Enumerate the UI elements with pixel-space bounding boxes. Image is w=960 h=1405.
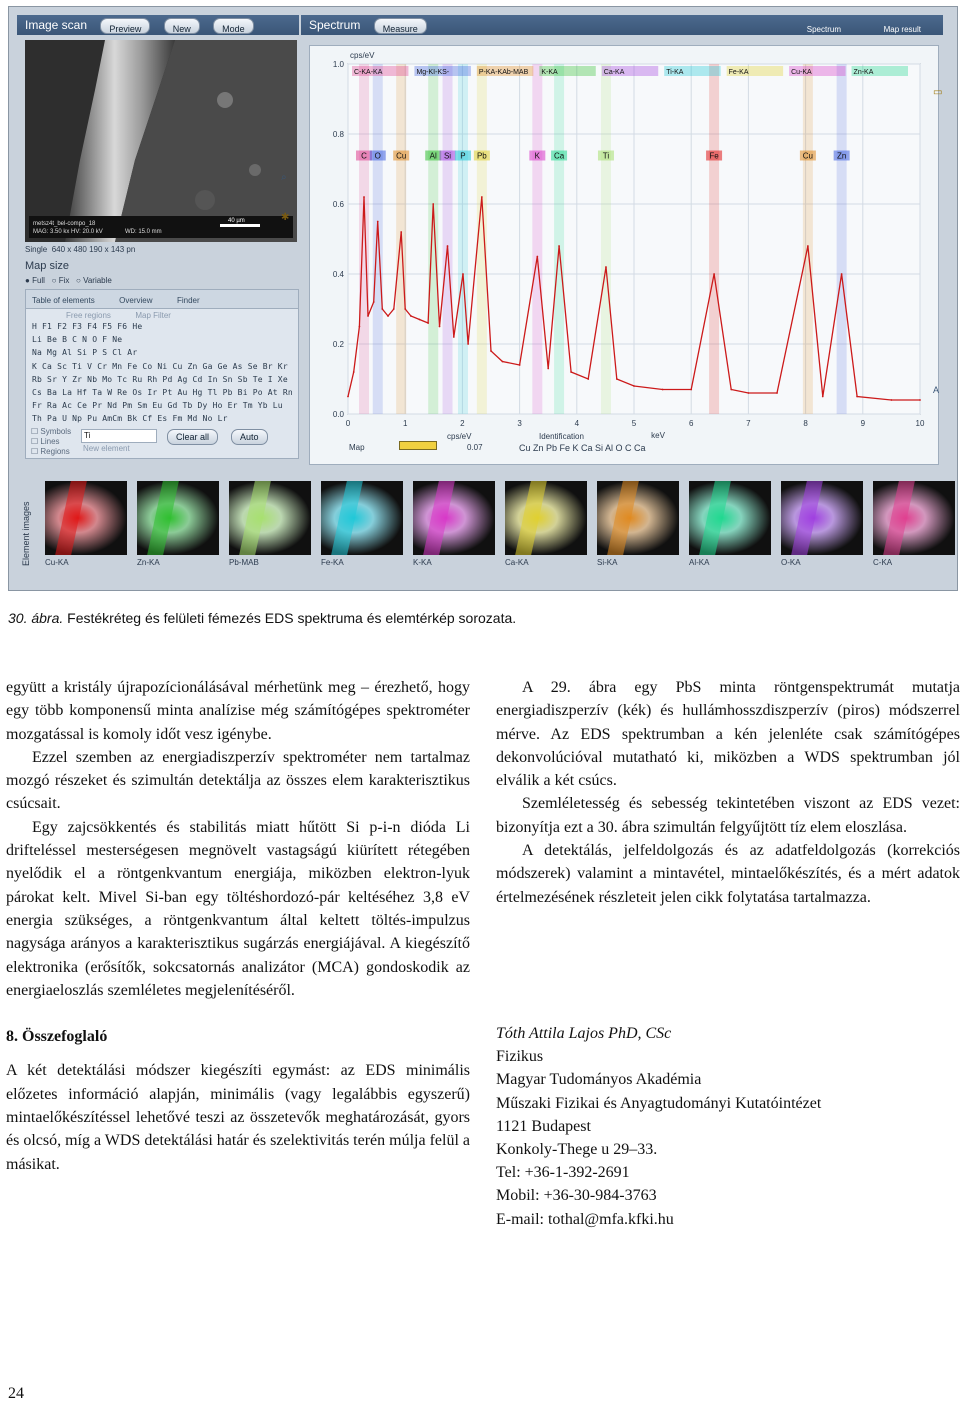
element-map-zn-ka[interactable]: [137, 481, 219, 555]
spectrum-point: [432, 203, 434, 205]
spectrum-point: [387, 315, 389, 317]
x-tick-label: 2: [460, 419, 465, 428]
left-column: [6, 676, 470, 1176]
fix-label: Fix: [58, 276, 70, 285]
element-map-fe-ka[interactable]: [321, 481, 403, 555]
spectrum-point: [347, 396, 349, 398]
regions-checkbox[interactable]: ☐ Regions: [31, 447, 70, 456]
element-band: [458, 64, 468, 414]
author-mobil: Mobil: +36-30-984-3763: [496, 1187, 657, 1205]
spectrum-point: [439, 326, 441, 328]
spectrum-point: [393, 308, 395, 310]
element-map-band: [55, 481, 87, 555]
spectrum-point: [690, 389, 692, 391]
spectrum-point: [502, 361, 504, 363]
top-element-label: Cu-KA: [791, 69, 812, 76]
new-element-label: New element: [83, 444, 130, 453]
element-row: Li Be B C N O F Ne: [32, 335, 123, 345]
lines-label: Lines: [40, 437, 60, 446]
y-tick-label: 0.6: [332, 200, 344, 209]
variable-label: Variable: [83, 276, 112, 285]
x-tick-label: 9: [860, 419, 866, 428]
element-map-label: O-KA: [781, 558, 801, 567]
spectrum-point: [467, 343, 469, 345]
spectrum-point: [404, 308, 406, 310]
y-axis-label: cps/eV: [350, 51, 375, 60]
caption-text: Festékréteg és felületi fémezés EDS spektruma és elemtérkép sorozata.: [67, 610, 517, 626]
element-map-label: Al-KA: [689, 558, 710, 567]
top-element-label: K-KA: [541, 69, 558, 76]
top-element-label: Fe-KA: [728, 69, 749, 76]
element-map-band: [607, 481, 639, 555]
element-row: H F1 F2 F3 F4 F5 F6 He: [32, 322, 143, 331]
spectrum-point: [776, 392, 778, 394]
spectrum-point: [410, 315, 412, 317]
x-tick-label: 8: [803, 419, 808, 428]
y-tick-label: 1.0: [332, 60, 344, 69]
element-map-band: [791, 481, 823, 555]
spectrum-point: [381, 308, 383, 310]
right-paragraph-1: A 29. ábra egy PbS minta röntgenspektrumát mutatja energiadiszperzív (kék) és hullámhosszdiszperzív (piros) módszerrel mérve. Az EDS spektrumban a kén jelenléte csak számítógépes dekonvolúcióval mutatható ki, miközben a WDS spektrumban jól elválik a két csúcs.: [496, 679, 960, 790]
element-map-band: [331, 481, 363, 555]
left-paragraph-3: Egy zajcsökkentés és stabilitás miatt hűtött Si p-i-n dióda Li drifteléssel mesterségesen megnövelt vastagságú kiürített rétegében nyelődik el a röntgenkvantum energiája, miközben elektron-lyuk párokat kelt. Mivel Si-ban egy töltéshordozó-pár keltéséhez 3,8 eV energia szükséges, a röntgenkvantum által keltett töltés-impulzus nagysága arányos a karakterisztikus sugárzás energiájával. A kiegészítő elektronika (erősítők, sokcsatornás analizátor (MCA) gondoskodik az energiaeloszlás szemléletes megjelenítéséről.: [6, 818, 470, 999]
element-map-label: Pb-MAB: [229, 558, 259, 567]
x-tick-label: 3: [517, 419, 522, 428]
element-grid[interactable]: [26, 320, 298, 426]
size-label: 640 x 480 190 x 143 pn: [51, 245, 136, 254]
a-icon[interactable]: A: [933, 385, 940, 395]
element-row: Cs Ba La Hf Ta W Re Os Ir Pt Au Hg Tl Pb Bi Po At Rn: [32, 388, 293, 398]
scale-bar-label: 40 µm: [228, 218, 245, 224]
element-field[interactable]: Ti: [81, 429, 157, 443]
element-map-cu-ka[interactable]: [45, 481, 127, 555]
tab-spectrum[interactable]: Spectrum: [806, 25, 841, 34]
y-tick-label: 0.2: [332, 340, 344, 349]
caption-number: 30. ábra.: [8, 610, 64, 626]
x-tick-label: 1: [402, 419, 408, 428]
element-map-ca-ka[interactable]: [505, 481, 587, 555]
variable-radio[interactable]: ○ Variable: [76, 276, 112, 285]
element-map-label: C-KA: [873, 558, 893, 567]
spectrum-title: Spectrum: [309, 18, 361, 32]
spectrum-point: [373, 301, 375, 303]
element-band: [373, 64, 383, 414]
spectrum-point: [490, 350, 492, 352]
tool-icon[interactable]: ✱: [281, 212, 290, 223]
top-element-label: Ca-KA: [603, 69, 625, 76]
top-element-label: P-KA-KAb-MAB: [478, 69, 529, 76]
map-size-title: Map size: [25, 260, 70, 272]
spectrum-point: [462, 273, 464, 275]
x-tick-label: 4: [574, 419, 580, 428]
sem-info-line-2: MAG: 3.50 kx HV: 20.0 kV: [33, 229, 103, 235]
sem-info-line-3: WD: 15.0 mm: [125, 229, 162, 235]
spectrum-point: [419, 319, 421, 321]
top-element-label: Mg-KI-KS-: [416, 69, 450, 76]
spectrum-point: [547, 368, 549, 370]
element-map-label: Fe-KA: [321, 558, 344, 567]
element-map-c-ka[interactable]: [873, 481, 955, 555]
element-map-band: [883, 481, 915, 555]
author-street: Konkoly-Thege u 29–33.: [496, 1141, 658, 1159]
symbols-checkbox[interactable]: ☐ Symbols: [31, 427, 72, 436]
map-mode-label: Map: [349, 443, 365, 452]
left-paragraph-2: Ezzel szemben az energiadiszperzív spektrométer nem tartalmaz mozgó részeket és szimultán detektálja az összes elem karakterisztikus csúcsait.: [6, 748, 470, 813]
spectrum-point: [363, 196, 365, 198]
right-paragraph-2: Szemléletesség és sebesség tekintetében viszont az EDS vezet: bizonyítja ezt a 30. ábra szimultán felgyűjtött tíz elem eloszlása.: [496, 795, 960, 836]
spectrum-point: [807, 245, 809, 247]
image-scan-titlebar: [17, 15, 299, 35]
spectrum-point: [353, 371, 355, 373]
top-element-label: Ti-KA: [666, 69, 684, 76]
top-element-label: C-KA-KA: [354, 69, 383, 76]
peak-label: Fe: [709, 151, 719, 161]
y-tick-label: 0.8: [332, 130, 344, 139]
regions-label: Regions: [40, 447, 70, 456]
peak-label: Pb: [476, 151, 487, 161]
element-map-label: Ca-KA: [505, 558, 529, 567]
element-band: [359, 64, 369, 414]
spectrum-titlebar: [301, 15, 943, 35]
element-band: [837, 64, 847, 414]
element-map-o-ka[interactable]: [781, 481, 863, 555]
author-title: Fizikus: [496, 1048, 544, 1066]
x-tick-label: 6: [688, 419, 694, 428]
display-options: [31, 427, 71, 457]
sem-image[interactable]: [25, 40, 297, 242]
x-tick-label: 5: [631, 419, 637, 428]
right-column: [496, 676, 960, 909]
element-row: Fr Ra Ac Ce Pr Nd Pm Sm Eu Gd Tb Dy Ho Er Tm Yb Lu: [32, 401, 283, 411]
element-map-strip: [45, 481, 935, 577]
spectrum-point: [748, 392, 750, 394]
new-button[interactable]: New: [164, 18, 200, 34]
map-filter-label: Map Filter: [135, 311, 171, 320]
eds-software-screenshot: [8, 6, 958, 591]
left-paragraph-4: A két detektálási módszer kiegészíti egymást: az EDS minimális előzetes információ alapján, minimális (vagy legalábbis egyszerű) mintaelőkészítéssel lehetővé teszi az összetevők meghatározását, gyors és olcsó, míg a WDS detektálási határ és szelektivitás terén múlja felül a másikat.: [6, 1062, 470, 1173]
spectrum-point: [841, 273, 843, 275]
x-tick-label: 7: [746, 419, 751, 428]
clear-all-button[interactable]: Clear all: [167, 429, 218, 445]
section-heading: 8. Összefoglaló: [6, 1028, 108, 1046]
spectrum-point: [633, 385, 635, 387]
free-regions-label: Free regions: [66, 311, 111, 320]
tab-finder[interactable]: Finder: [176, 296, 200, 305]
element-map-pb-mab[interactable]: [229, 481, 311, 555]
spectrum-point: [822, 396, 824, 398]
symbols-label: Symbols: [40, 427, 72, 436]
sem-info-line-1: metsz4t_bel-compo_18: [33, 221, 96, 227]
author-tel: Tel: +36-1-392-2691: [496, 1164, 630, 1182]
peak-label: Cu: [802, 151, 814, 161]
spectrum-point: [616, 378, 618, 380]
x-tick-label: 0: [345, 419, 351, 428]
spectrum-point: [570, 371, 572, 373]
element-row: Th Pa U Np Pu AmCm Bk Cf Es Fm Md No Lr: [32, 414, 228, 424]
element-map-band: [699, 481, 731, 555]
element-row: K Ca Sc Ti V Cr Mn Fe Co Ni Cu Zn Ga Ge As Se Br Kr: [32, 361, 288, 371]
spectrum-point: [919, 399, 921, 401]
peak-label: Ca: [553, 151, 565, 161]
peak-label: Cu: [396, 151, 407, 161]
element-map-label: Cu-KA: [45, 558, 69, 567]
element-map-band: [515, 481, 547, 555]
preview-button[interactable]: Preview: [100, 18, 150, 34]
mode-button[interactable]: Mode: [213, 18, 254, 34]
spectrum-point: [447, 245, 449, 247]
spectrum-point: [587, 378, 589, 380]
left-paragraph-1: együtt a kristály újrapozícionálásával mérhetünk meg – érezhető, hogy egy több komponensű minta analízise még számítógépes spektrométer mozgatással is komoly időt vesz igénybe.: [6, 679, 470, 743]
peak-label: C: [361, 151, 367, 161]
tab-table-of-elements[interactable]: Table of elements: [32, 296, 95, 305]
element-band: [428, 64, 438, 414]
element-images-label: Element images: [21, 501, 31, 567]
element-band: [601, 64, 611, 414]
fix-radio[interactable]: ○ Fix: [51, 276, 70, 285]
spectrum-svg: [310, 46, 938, 464]
spectrum-point: [605, 266, 607, 268]
peak-label: Si: [443, 151, 452, 161]
element-map-si-ka[interactable]: [597, 481, 679, 555]
y-tick-label: 0.4: [332, 270, 344, 279]
tab-map-result[interactable]: Map result: [883, 25, 921, 34]
author-name: Tóth Attila Lajos PhD, CSc: [496, 1025, 672, 1042]
element-row: Na Mg Al Si P S Cl Ar: [32, 348, 138, 358]
author-org-1: Magyar Tudományos Akadémia: [496, 1071, 702, 1089]
spectrum-point: [856, 396, 858, 398]
measure-button[interactable]: Measure: [374, 18, 427, 34]
lines-checkbox[interactable]: ☐ Lines: [31, 437, 60, 446]
peak-label: K: [534, 151, 541, 161]
element-map-band: [423, 481, 455, 555]
spectrum-point: [400, 231, 402, 233]
peak-label: O: [374, 151, 381, 161]
spectrum-point: [536, 256, 538, 258]
author-org-2: Műszaki Fizikai és Anyagtudományi Kutatóintézet: [496, 1094, 822, 1112]
element-map-band: [147, 481, 179, 555]
intensity-slider[interactable]: [399, 441, 437, 450]
y-tick-label: 0.0: [332, 410, 344, 419]
spectrum-point: [377, 221, 379, 223]
x-tick-label: 10: [915, 419, 925, 428]
peak-label: Ti: [602, 151, 610, 161]
auto-button[interactable]: Auto: [231, 429, 268, 445]
author-zip: 1121 Budapest: [496, 1117, 591, 1135]
full-radio[interactable]: ● Full: [25, 276, 45, 285]
spectrum-point: [481, 196, 483, 198]
element-map-label: K-KA: [413, 558, 432, 567]
spectrum-point: [713, 273, 715, 275]
element-row: Rb Sr Y Zr Nb Mo Tc Ru Rh Pd Ag Cd In Sn Sb Te I Xe: [32, 374, 288, 384]
peak-label: P: [460, 151, 466, 161]
scan-options: [25, 245, 135, 285]
identification-label: Identification: [539, 432, 584, 441]
spectrum-point: [359, 326, 361, 328]
spectrum-point: [662, 389, 664, 391]
unit-label: cps/eV: [447, 432, 472, 441]
spectrum-point: [730, 389, 732, 391]
x-axis-label: keV: [651, 431, 665, 440]
element-band: [709, 64, 719, 414]
author-signature: [496, 1022, 821, 1231]
top-element-label: Zn-KA: [853, 69, 874, 76]
element-band: [443, 64, 453, 414]
element-band: [554, 64, 564, 414]
image-scan-title: Image scan: [25, 18, 88, 32]
tab-overview[interactable]: Overview: [119, 296, 153, 305]
spectrum-point: [891, 399, 893, 401]
author-email[interactable]: E-mail: tothal@mfa.kfki.hu: [496, 1210, 674, 1228]
right-paragraph-3: A detektálás, jelfeldolgozás és az adatfeldolgozás (korrekciós módszerek) valamint a mintavétel, mintaelőkészítés, és a mért adatok értelmezésének részleteit jelen cikk folytatása tartalmazza.: [496, 842, 960, 906]
element-map-label: Zn-KA: [137, 558, 160, 567]
page-number: 24: [8, 1385, 24, 1402]
spectrum-point: [558, 245, 560, 247]
spectrum-point: [367, 315, 369, 317]
peak-label: Al: [429, 151, 437, 161]
element-band: [532, 64, 542, 414]
spectrum-point: [453, 336, 455, 338]
element-map-k-ka[interactable]: [413, 481, 495, 555]
spectrum-point: [519, 364, 521, 366]
zoom-icon[interactable]: ⌕: [281, 172, 287, 183]
peak-label: Zn: [836, 151, 847, 161]
identified-elements: Cu Zn Pb Fe K Ca Si Al O C Ca: [519, 443, 646, 453]
full-label: Full: [32, 276, 45, 285]
element-map-al-ka[interactable]: [689, 481, 771, 555]
element-band: [803, 64, 813, 414]
spectrum-chart[interactable]: [309, 45, 939, 465]
spectrum-point: [427, 322, 429, 324]
single-label: Single: [25, 245, 48, 254]
folder-icon[interactable]: ▭: [933, 87, 943, 98]
readout-value: 0.07: [467, 443, 483, 452]
element-map-label: Si-KA: [597, 558, 618, 567]
spectrum-bottom-bar: [309, 431, 939, 453]
figure-caption: [8, 610, 516, 626]
element-map-band: [239, 481, 271, 555]
sem-image-graphic: [25, 40, 297, 242]
